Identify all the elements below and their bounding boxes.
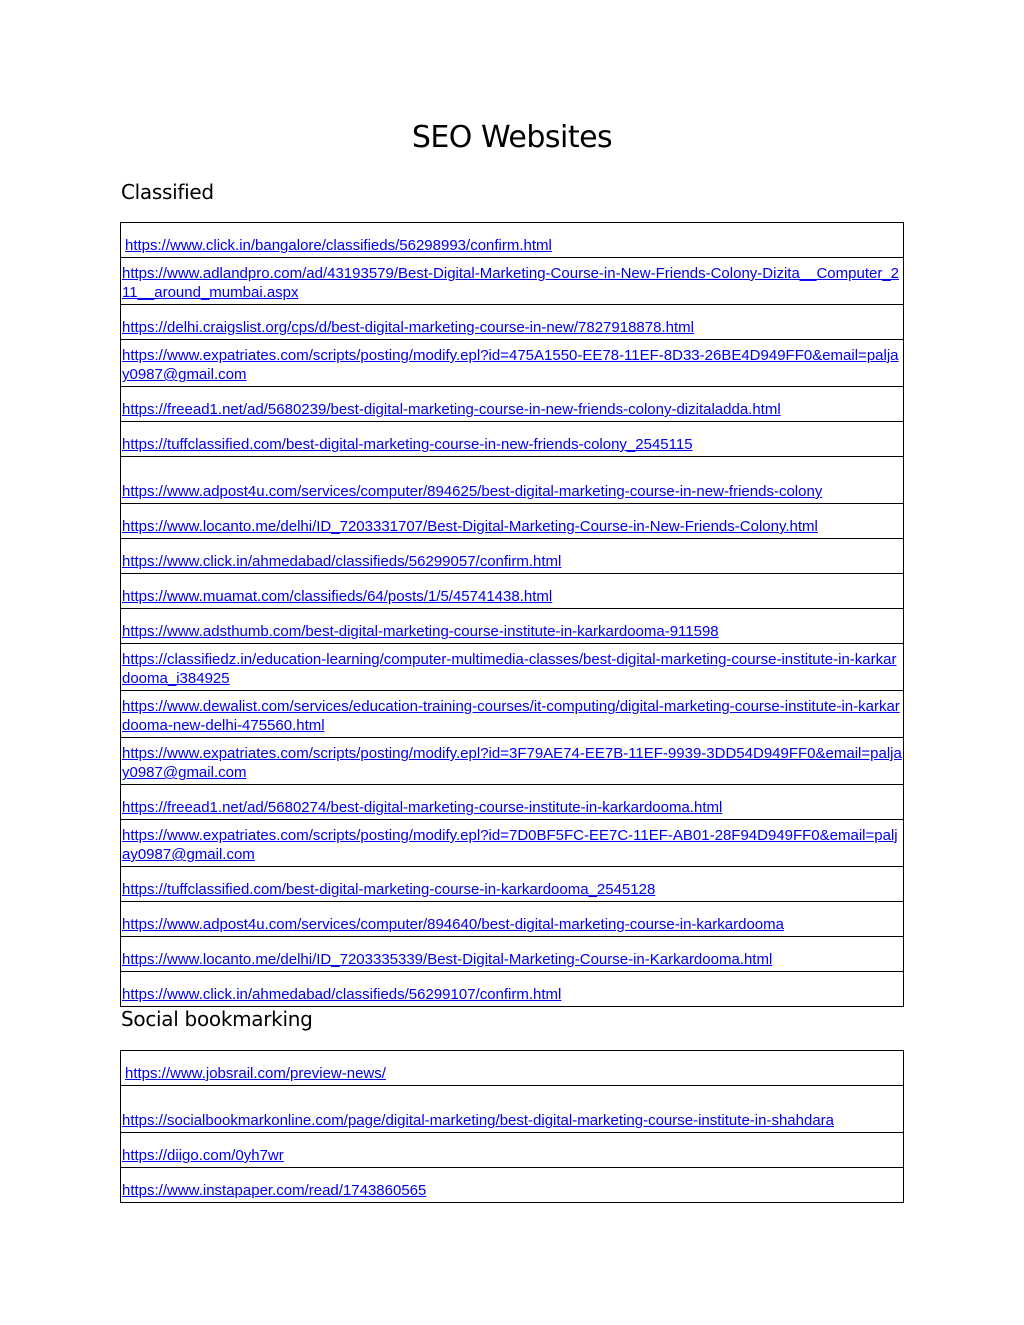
classified-link[interactable]: https://tuffclassified.com/best-digital-marketing-course-in-new-friends-colony_2545115: [122, 436, 693, 453]
table-row: [121, 223, 904, 258]
classified-link[interactable]: https://freead1.net/ad/5680274/best-digital-marketing-course-institute-in-karkardooma.html: [122, 799, 723, 816]
classified-link[interactable]: https://www.locanto.me/delhi/ID_7203335339/Best-Digital-Marketing-Course-in-Karkardooma.html: [122, 951, 773, 968]
table-row: [121, 340, 904, 387]
table-cell: [121, 785, 904, 820]
table-row: [121, 457, 904, 504]
table-cell: [121, 223, 904, 258]
table-row: [121, 504, 904, 539]
table-cell: [121, 867, 904, 902]
classified-link[interactable]: https://www.adpost4u.com/services/computer/894625/best-digital-marketing-course-in-new-friends-colony: [122, 483, 823, 500]
table-row: [121, 387, 904, 422]
table-row: [121, 644, 904, 691]
classified-link[interactable]: https://www.dewalist.com/services/education-training-courses/it-computing/digital-marketing-course-institute-in-karkardooma-new-delhi-475560.html: [122, 698, 900, 734]
social-bookmark-link[interactable]: https://www.instapaper.com/read/1743860565: [122, 1182, 427, 1199]
table-row: [121, 1086, 904, 1133]
table-cell: [121, 1168, 904, 1203]
page-title: SEO Websites: [411, 120, 613, 155]
table-row: [121, 785, 904, 820]
classified-link[interactable]: https://www.expatriates.com/scripts/posting/modify.epl?id=475A1550-EE78-11EF-8D33-26BE4D949FF0&email=paljay0987@gmail.com: [122, 347, 899, 383]
table-cell: [121, 1086, 904, 1133]
classified-links-table: [120, 222, 904, 1007]
social-bookmark-link[interactable]: https://socialbookmarkonline.com/page/digital-marketing/best-digital-marketing-course-institute-in-shahdara: [122, 1112, 835, 1129]
table-cell: [121, 937, 904, 972]
table-cell: [121, 422, 904, 457]
classified-link[interactable]: https://www.expatriates.com/scripts/posting/modify.epl?id=7D0BF5FC-EE7C-11EF-AB01-28F94D949FF0&email=paljay0987@gmail.com: [122, 827, 898, 863]
table-cell: [121, 1133, 904, 1168]
table-cell: [121, 691, 904, 738]
classified-link[interactable]: https://www.adsthumb.com/best-digital-marketing-course-institute-in-karkardooma-911598: [122, 623, 719, 640]
classified-link[interactable]: https://www.expatriates.com/scripts/posting/modify.epl?id=3F79AE74-EE7B-11EF-9939-3DD54D949FF0&email=paljay0987@gmail.com: [122, 745, 902, 781]
table-cell: [121, 504, 904, 539]
table-cell: [121, 609, 904, 644]
table-row: [121, 691, 904, 738]
table-row: [121, 305, 904, 340]
table-cell: [121, 972, 904, 1007]
classified-link[interactable]: https://www.click.in/ahmedabad/classifieds/56299107/confirm.html: [122, 986, 562, 1003]
classified-link[interactable]: https://www.muamat.com/classifieds/64/posts/1/5/45741438.html: [122, 588, 553, 605]
classified-link[interactable]: https://www.locanto.me/delhi/ID_7203331707/Best-Digital-Marketing-Course-in-New-Friends-Colony.html: [122, 518, 818, 535]
social-bookmark-link[interactable]: https://www.jobsrail.com/preview-news/: [125, 1065, 386, 1082]
table-cell: [121, 1051, 904, 1086]
social-bookmarking-links-table: [120, 1050, 904, 1203]
classified-link[interactable]: https://www.adlandpro.com/ad/43193579/Best-Digital-Marketing-Course-in-New-Friends-Colony-Dizita__Computer_211__around_mumbai.aspx: [122, 265, 900, 301]
table-row: [121, 738, 904, 785]
table-cell: [121, 902, 904, 937]
table-cell: [121, 305, 904, 340]
table-row: [121, 422, 904, 457]
classified-link[interactable]: https://classifiedz.in/education-learning/computer-multimedia-classes/best-digital-marketing-course-institute-in-karkardooma_i384925: [122, 651, 897, 687]
table-cell: [121, 574, 904, 609]
classified-link[interactable]: https://www.adpost4u.com/services/computer/894640/best-digital-marketing-course-in-karkardooma: [122, 916, 784, 933]
classified-link[interactable]: https://freead1.net/ad/5680239/best-digital-marketing-course-in-new-friends-colony-dizitaladda.html: [122, 401, 781, 418]
table-cell: [121, 457, 904, 504]
table-row: [121, 820, 904, 867]
table-cell: [121, 387, 904, 422]
classified-link[interactable]: https://www.click.in/bangalore/classifieds/56298993/confirm.html: [125, 237, 552, 254]
table-row: [121, 609, 904, 644]
table-row: [121, 937, 904, 972]
table-row: [121, 258, 904, 305]
section-heading-classified: Classified: [121, 180, 214, 204]
table-cell: [121, 738, 904, 785]
table-cell: [121, 258, 904, 305]
table-row: [121, 1051, 904, 1086]
table-row: [121, 902, 904, 937]
table-row: [121, 867, 904, 902]
classified-link[interactable]: https://tuffclassified.com/best-digital-marketing-course-in-karkardooma_2545128: [122, 881, 656, 898]
classified-link[interactable]: https://www.click.in/ahmedabad/classifieds/56299057/confirm.html: [122, 553, 562, 570]
section-heading-social-bookmarking: Social bookmarking: [121, 1007, 313, 1031]
table-row: [121, 972, 904, 1007]
table-row: [121, 539, 904, 574]
table-row: [121, 1133, 904, 1168]
classified-link[interactable]: https://delhi.craigslist.org/cps/d/best-digital-marketing-course-in-new/7827918878.html: [122, 319, 694, 336]
table-row: [121, 1168, 904, 1203]
table-cell: [121, 539, 904, 574]
table-cell: [121, 644, 904, 691]
table-cell: [121, 340, 904, 387]
table-cell: [121, 820, 904, 867]
social-bookmark-link[interactable]: https://diigo.com/0yh7wr: [122, 1147, 284, 1164]
table-row: [121, 574, 904, 609]
